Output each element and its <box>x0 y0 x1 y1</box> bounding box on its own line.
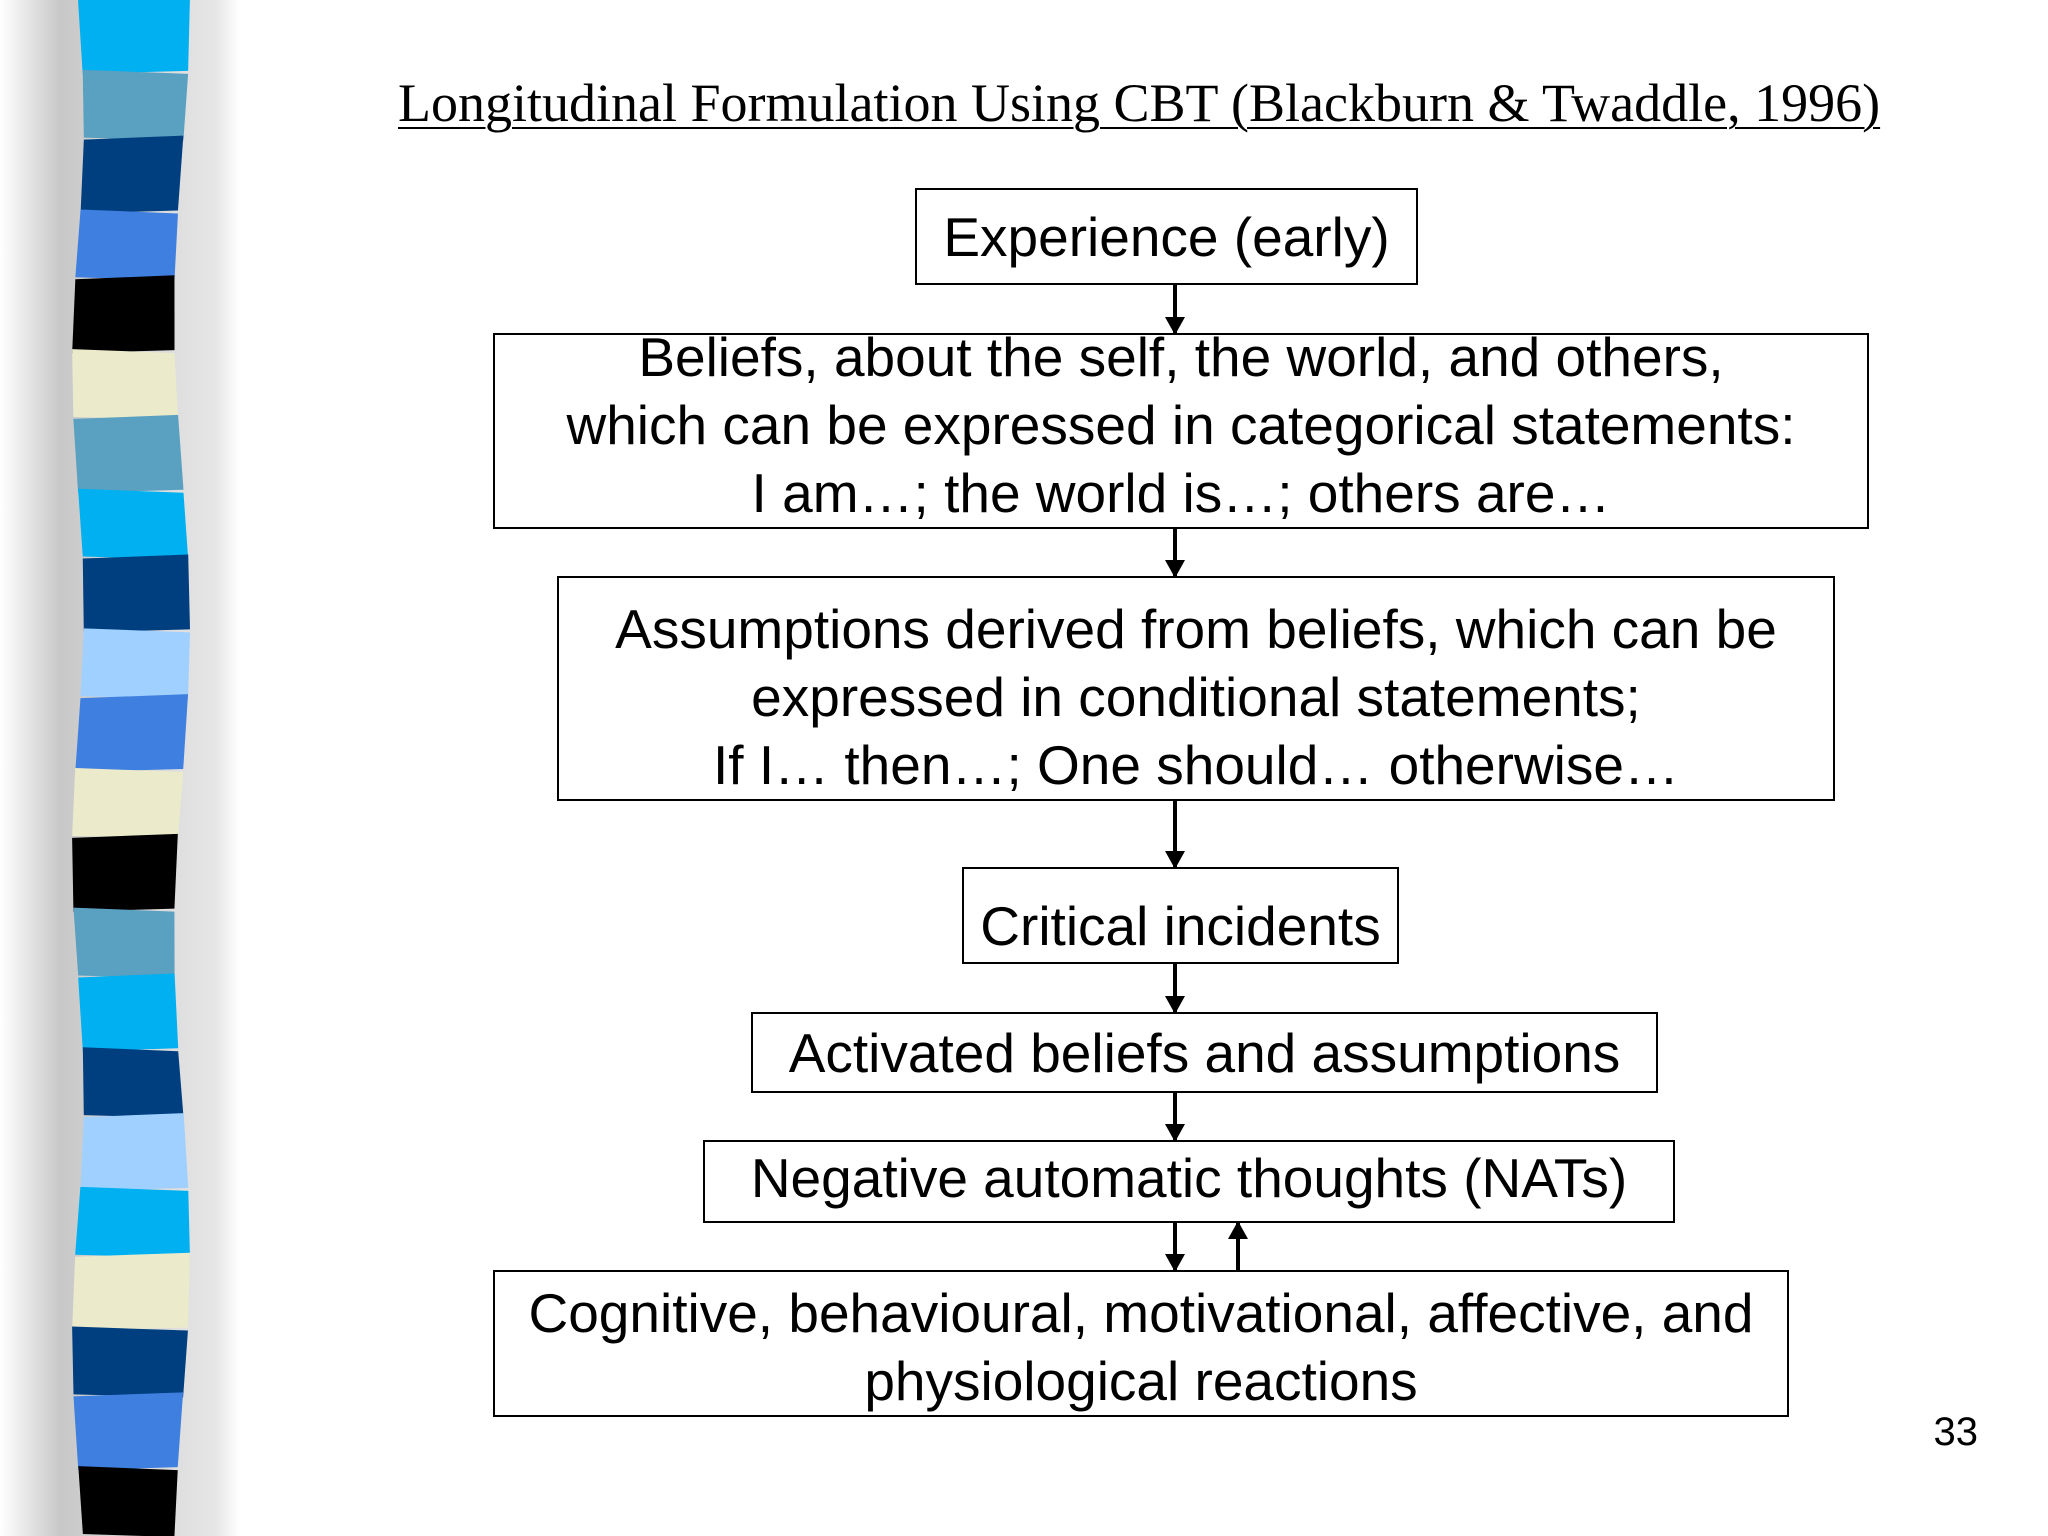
stripe-segment <box>83 1047 184 1118</box>
stripe-segment <box>75 694 188 772</box>
stripe-segment <box>80 628 190 699</box>
box-line: Beliefs, about the self, the world, and others, <box>638 326 1724 388</box>
stripe-segment <box>73 1392 183 1470</box>
box-activated-beliefs <box>751 1012 1658 1093</box>
stripe-segment <box>81 136 184 214</box>
box-beliefs <box>493 326 1869 529</box>
stripe-segment <box>72 1253 190 1331</box>
stripe-segment <box>78 489 188 560</box>
arrow-nats-to-reactions <box>1173 1223 1177 1270</box>
stripe-segment <box>75 1187 190 1258</box>
box-line: Experience (early) <box>943 205 1390 268</box>
stripe-segment <box>72 834 178 912</box>
arrow-activated-to-nats <box>1173 1093 1177 1140</box>
stripe-segment <box>78 973 178 1051</box>
box-line: I am…; the world is…; others are… <box>751 462 1611 524</box>
arrow-critical-to-activated <box>1173 964 1177 1012</box>
box-line: Negative automatic thoughts (NATs) <box>750 1146 1628 1209</box>
box-line: physiological reactions <box>864 1350 1418 1412</box>
stripe-segment <box>73 415 183 493</box>
stripe-segment <box>78 0 190 74</box>
arrow-beliefs-to-assumptions <box>1173 529 1177 576</box>
box-line: expressed in conditional statements; <box>751 666 1641 728</box>
decorative-stripe-band <box>0 0 240 1536</box>
box-nats <box>703 1140 1675 1223</box>
stripe-segment <box>73 908 174 979</box>
stripe-segment <box>72 349 178 420</box>
stripe-segment <box>83 70 188 141</box>
box-experience <box>915 188 1418 285</box>
stripe-graphic <box>0 0 240 1536</box>
page-number: 33 <box>1933 1410 1978 1454</box>
box-line: which can be expressed in categorical statements: <box>566 394 1796 456</box>
stripe-segment <box>72 1327 188 1398</box>
arrow-assumptions-to-critical <box>1173 801 1177 867</box>
stripe-segment <box>75 209 178 280</box>
stripe-segment <box>80 1113 188 1191</box>
stripe-segment <box>72 768 183 839</box>
arrow-reactions-to-nats <box>1236 1223 1240 1270</box>
box-line: Assumptions derived from beliefs, which can be <box>615 598 1777 660</box>
box-line: Activated beliefs and assumptions <box>788 1021 1621 1084</box>
stripe-segment <box>83 555 190 633</box>
stripe-segment <box>72 275 174 353</box>
box-line: If I… then…; One should… otherwise… <box>713 734 1679 796</box>
box-reactions <box>493 1270 1789 1417</box>
box-assumptions <box>557 576 1835 801</box>
box-line: Cognitive, behavioural, motivational, affective, and <box>528 1282 1754 1344</box>
box-line: Critical incidents <box>980 895 1381 957</box>
slide-title: Longitudinal Formulation Using CBT (Blackburn & Twaddle, 1996) <box>398 73 1881 133</box>
stripe-segment <box>78 1466 177 1536</box>
box-critical-incidents <box>962 867 1399 964</box>
